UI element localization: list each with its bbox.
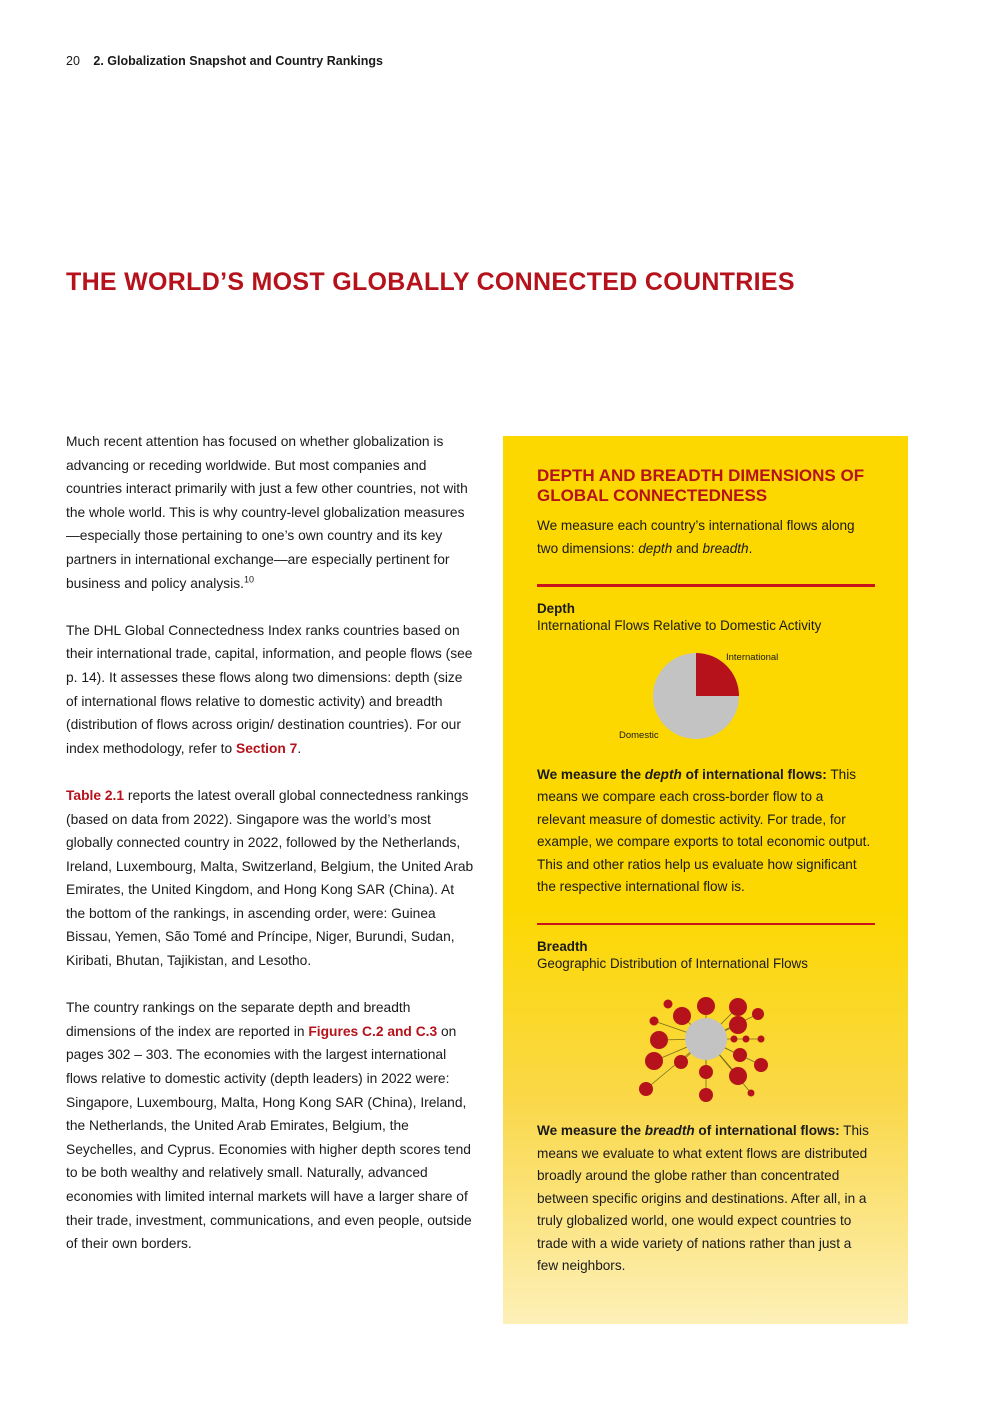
divider (537, 923, 875, 926)
pie-label-domestic: Domestic (619, 729, 659, 741)
breadth-section (537, 938, 875, 1278)
sidebar-intro: We measure each country’s international flows along two dimensions: depth and breadth. (537, 518, 855, 556)
section-title: 2. Globalization Snapshot and Country Rankings (93, 54, 383, 68)
running-header (66, 54, 383, 68)
depth-heading: Depth (537, 600, 575, 616)
paragraph-4: The country rankings on the separate depth and breadth dimensions of the index are reported in Figures C.2 and C.3 on pages 302 – 303. The economies with the largest international flows relative to domestic activity (depth leaders) in 2022 were: Singapore, Luxembourg, Malta, Hong Kong SAR (China), Ireland, the Netherlands, the United Arab Emirates, Belgium, the Seychelles, and Cyprus. Economies with higher depth scores tend to be both wealthy and relatively small. Naturally, advanced economies with limited internal markets will have a larger share of their trade, investment, communications, and even people, outside of their own borders. (66, 1000, 472, 1252)
paragraph-3: Table 2.1 reports the latest overall global connectedness rankings (based on data from 2022). Singapore was the world’s most globally connected country in 2022, followed by the Netherlands, Ireland, Luxembourg, Malta, Switzerland, Belgium, the United Arab Emirates, the United Kingdom, and Hong Kong SAR (China). At the bottom of the rankings, in ascending order, were: Guinea Bissau, Yemen, São Tomé and Príncipe, Niger, Burundi, Sudan, Kiribati, Bhutan, Tajikistan, and Lesotho. (66, 787, 474, 969)
depth-measure-text: We measure the depth of international flows: This means we compare each cross-border flow to a relevant measure of domestic activity. For trade, for example, we compare exports to total economic output. This and other ratios help us evaluate how significant the respective international flow is. (537, 766, 871, 894)
paragraph-1: Much recent attention has focused on whether globalization is advancing or receding worldwide. But most companies and countries interact primarily with just a few other countries, not with the whole world. This is why country-level globalization measures—especially those pertaining to one’s own country and its key partners in international exchange—are especially pertinent for business and policy analysis.$^{10}$ (66, 434, 468, 591)
depth-section (537, 600, 875, 899)
breadth-measure-text: We measure the breadth of international flows: This means we evaluate to what extent flows are distributed broadly around the globe rather than concentrated between specific origins and destinations. After all, in a truly globalized world, one would expect countries to trade with a wide variety of nations rather than just a few neighbors. (537, 1123, 869, 1273)
page-number: 20 (66, 54, 80, 68)
breadth-measure-lead: We measure the breadth of international flows: (537, 1123, 840, 1138)
figures-c2-c3-link[interactable]: Figures C.2 and C.3 (308, 1023, 438, 1039)
page-title: THE WORLD’S MOST GLOBALLY CONNECTED COUNTRIES (66, 268, 795, 296)
table-2-1-link[interactable]: Table 2.1 (66, 787, 125, 803)
body-column (66, 430, 474, 1279)
breadth-subheading: Geographic Distribution of International Flows (537, 956, 808, 971)
pie-label-international: International (726, 651, 779, 663)
network-diagram-icon (537, 988, 875, 1112)
sidebar-box (503, 436, 908, 1324)
paragraph-2: The DHL Global Connectedness Index ranks countries based on their international trade, capital, information, and people flows (see p. 14). It assesses these flows along two dimensions: depth (size of international flows relative to domestic activity) and breadth (distribution of flows across origin/ destination countries). For our index methodology, refer to Section 7. (66, 622, 473, 756)
sidebar-title: DEPTH AND BREADTH DIMENSIONS OF GLOBAL CONNECTEDNESS (537, 466, 865, 505)
divider (537, 584, 875, 587)
depth-measure-lead: We measure the depth of international flows: (537, 766, 827, 782)
footnote-marker: 10 (243, 573, 254, 584)
depth-subheading: International Flows Relative to Domestic Activity (537, 617, 822, 633)
pie-chart-svg (537, 638, 875, 762)
section-7-link[interactable]: Section 7 (236, 740, 298, 756)
breadth-heading: Breadth (537, 939, 588, 954)
depth-pie-chart (537, 638, 875, 762)
